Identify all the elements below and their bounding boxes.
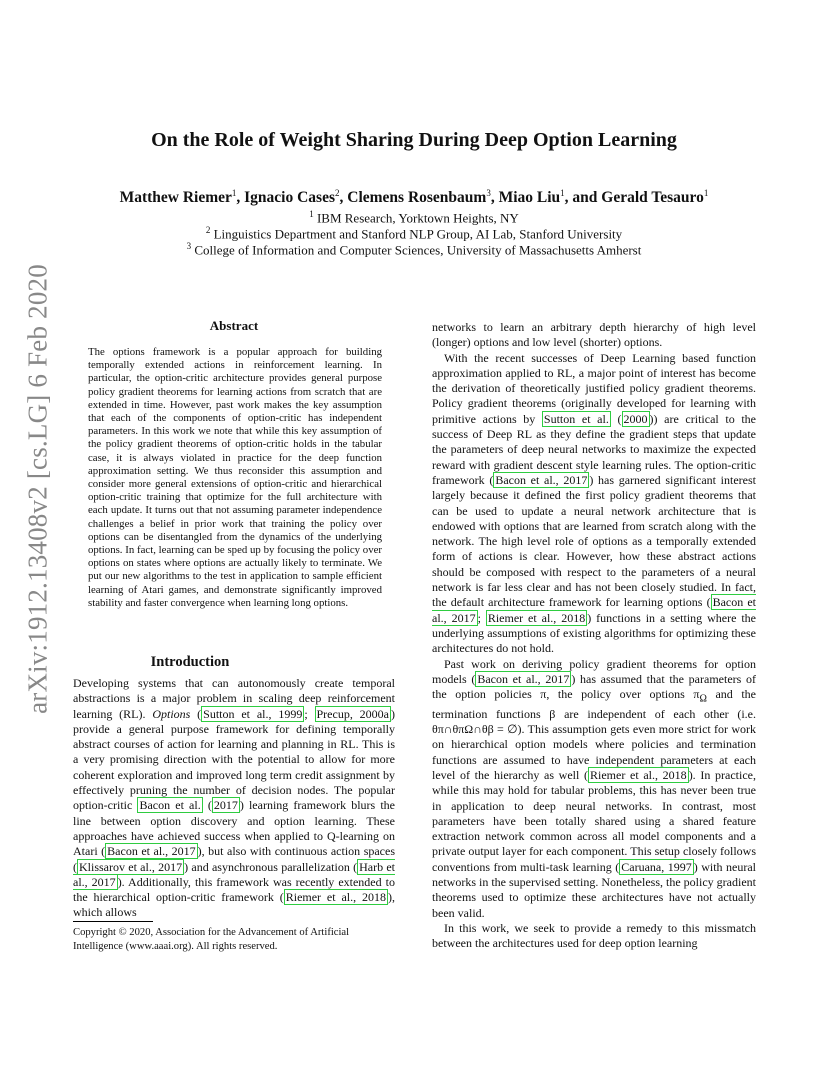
introduction-heading: Introduction [150, 654, 230, 670]
author-affiliation-mark: 1 [703, 188, 709, 198]
affiliation-mark: 2 [205, 225, 211, 235]
affiliation-mark: 1 [309, 209, 314, 219]
text-run: and the termination functions β are independent of each other (i.e. θπ∩θπΩ∩θβ = ∅). This assumption gets even more strict for work on hierarchical option models where policies and termination functions are assumed to have independent parameters at each level of the hierarchy as well ( [432, 687, 756, 782]
text-run: ; [304, 706, 315, 721]
citation-link[interactable]: Riemer et al., 2018 [590, 768, 687, 782]
citation-link[interactable]: Riemer et al., 2018 [487, 610, 586, 625]
citation-link[interactable]: Bacon et al. [139, 798, 201, 813]
footnote-rule [73, 921, 153, 922]
text-run: ) provide a general purpose framework for defining temporally abstract courses of action for learning and planning in RL. This is a very promising direction with the potential to allow for more coherent exploration and improved long term credit assignment by effectively pruning the number of decision nodes. The popular option-critic [73, 706, 395, 813]
paragraph [432, 351, 756, 657]
citation-link[interactable]: Bacon et al., 2017 [107, 844, 196, 859]
text-run-subscript: Ω [699, 693, 707, 705]
text-run: ) functions in a setting where the underlying assumptions of existing algorithms for optimizing these architectures do not hold. [432, 610, 756, 656]
author-name: Matthew Riemer [119, 189, 232, 207]
citation-link[interactable]: Bacon et al., 2017 [432, 595, 756, 625]
author-name: , Miao Liu [490, 189, 561, 207]
citation-link[interactable]: Riemer et al., 2018 [285, 890, 386, 905]
text-run: Past work on deriving policy gradient theorems for option models ( [432, 656, 756, 686]
text-run-italic: Options [152, 706, 191, 721]
copyright-notice: Copyright © 2020, Association for the Advancement of Artificial Intelligence (www.aaai.org). All rights reserved. [73, 927, 350, 952]
paragraph: In this work, we seek to provide a remedy to this missmatch between the architectures used for deep option learning [432, 920, 756, 951]
text-run: ; [477, 610, 486, 625]
text-run: ) has assumed that the parameters of the option policies π, the policy over options π [432, 671, 756, 702]
author-name: , and Gerald Tesauro [564, 189, 704, 207]
text-run: Developing systems that can autonomously create temporal abstractions is a major problem in scaling deep reinforcement learning (RL). [73, 676, 395, 721]
affiliation-text: College of Information and Computer Sciences, University of Massachusetts Amherst [191, 242, 642, 258]
paragraph [432, 657, 756, 921]
citation-link[interactable]: Precup, 2000a [316, 706, 389, 721]
citation-link[interactable]: Bacon et al., 2017 [477, 671, 570, 686]
text-run: ). In practice, while this may hold for tabular problems, this has never been true in application to deep neural networks. In contrast, most parameters have been totally shared using a shared feature extraction network common across all model components and a private output layer for each component. This setup closely follows conventions from multi-task learning ( [432, 768, 757, 874]
arxiv-identifier [18, 264, 58, 714]
text-run: ), which allows [73, 890, 395, 920]
affiliation-text: IBM Research, Yorktown Heights, NY [313, 210, 519, 226]
affiliation-mark: 3 [186, 241, 192, 251]
arxiv-identifier-text: arXiv:1912.13408v2 [cs.LG] 6 Feb 2020 [22, 264, 53, 714]
citation-link[interactable]: Harb et al., 2017 [73, 859, 396, 889]
abstract-text: The options framework is a popular approach for building temporally extended actions in reinforcement learning. In particular, the option-critic architecture provides general purpose policy gradient theorems for learning actions from scratch that are extended in time. However, past work makes the key assumption that each of the components of option-critic has independent parameters. In this work we note that while this key assumption of the policy gradient theorems of option-critic holds in the tabular case, it is always violated in practice for the deep function approximation setting. We thus reconsider this assumption and consider more general extensions of option-critic and hierarchical option-critic training that optimize for the full architecture with each update. It turns out that not assuming parameter independence challenges a belief in prior work that training the policy over options can be disentangled from the dynamics of the underlying options. In fact, learning can be sped up by focusing the policy over options on states where options are actually likely to terminate. We put our new algorithms to the test in application to sample efficient learning of Atari games, and demonstrate significantly improved stability and faster convergence when learning long options. [88, 346, 382, 609]
text-run: ( [610, 411, 622, 426]
text-run: ) with neural networks in the supervised setting. Nonetheless, the policy gradient theorems used to optimize these architectures have not actually been valid. [432, 859, 757, 920]
citation-link[interactable]: Sutton et al., 1999 [203, 706, 303, 721]
citation-link[interactable]: Bacon et al., 2017 [495, 472, 588, 487]
text-run: ) and asynchronous parallelization ( [184, 859, 358, 874]
author-affiliation-mark: 1 [231, 188, 237, 198]
text-run: ( [190, 706, 202, 721]
affiliation-text: Linguistics Department and Stanford NLP Group, AI Lab, Stanford University [210, 226, 623, 242]
author-affiliation-mark: 2 [335, 188, 340, 198]
author-name: , Ignacio Cases [236, 189, 335, 207]
paper-title: On the Role of Weight Sharing During Deep Option Learning [151, 129, 677, 151]
author-affiliation-mark: 3 [486, 188, 491, 198]
introduction-paragraph [73, 676, 395, 921]
text-run: ) learning framework blurs the line between option discovery and option learning. These approaches have achieved success when applied to Q-learning on Atari ( [73, 798, 395, 859]
author-list [0, 188, 828, 207]
citation-link[interactable]: Caruana, 1997 [621, 859, 692, 874]
text-run: ). Additionally, this framework was recently extended to the hierarchical option-critic framework ( [73, 874, 395, 905]
text-run: ) has garnered significant interest largely because it defined the first policy gradient theorems that can be used to update a neural network architecture that is endowed with options that are learned from scratch along with the network. The high level role of options as a temporally extended form of actions is clear. However, how these abstract actions should be composed with respect to the parameters of a neural network is far less clear and has not been closely studied. In fact, the default architecture framework for learning options ( [432, 472, 756, 610]
citation-link[interactable]: 2017 [213, 798, 238, 813]
text-run: ), but also with continuous action spaces ( [73, 844, 396, 874]
citation-link[interactable]: Sutton et al. [543, 411, 609, 426]
citation-link[interactable]: Klissarov et al., 2017 [79, 859, 183, 874]
author-name: , Clemens Rosenbaum [339, 189, 487, 207]
citation-link[interactable]: 2000 [623, 411, 648, 426]
text-run: With the recent successes of Deep Learning based function approximation applied to RL, a major point of interest has become the derivation of theoretically justified policy gradient theorems. Policy gradient theorems (originally developed for learning with primitive actions by [432, 350, 756, 426]
text-run: )) are critical to the success of Deep RL as they define the gradient steps that update the parameters of deep neural networks to maximize the expected reward with gradient descent style learning rules. The option-critic framework ( [432, 411, 757, 487]
abstract-heading: Abstract [209, 318, 259, 333]
text-run: ( [202, 798, 212, 813]
paragraph: networks to learn an arbitrary depth hierarchy of high level (longer) options and low level (shorter) options. [432, 320, 756, 350]
affiliation [0, 238, 828, 258]
right-column [432, 320, 756, 952]
author-affiliation-mark: 1 [560, 188, 565, 198]
